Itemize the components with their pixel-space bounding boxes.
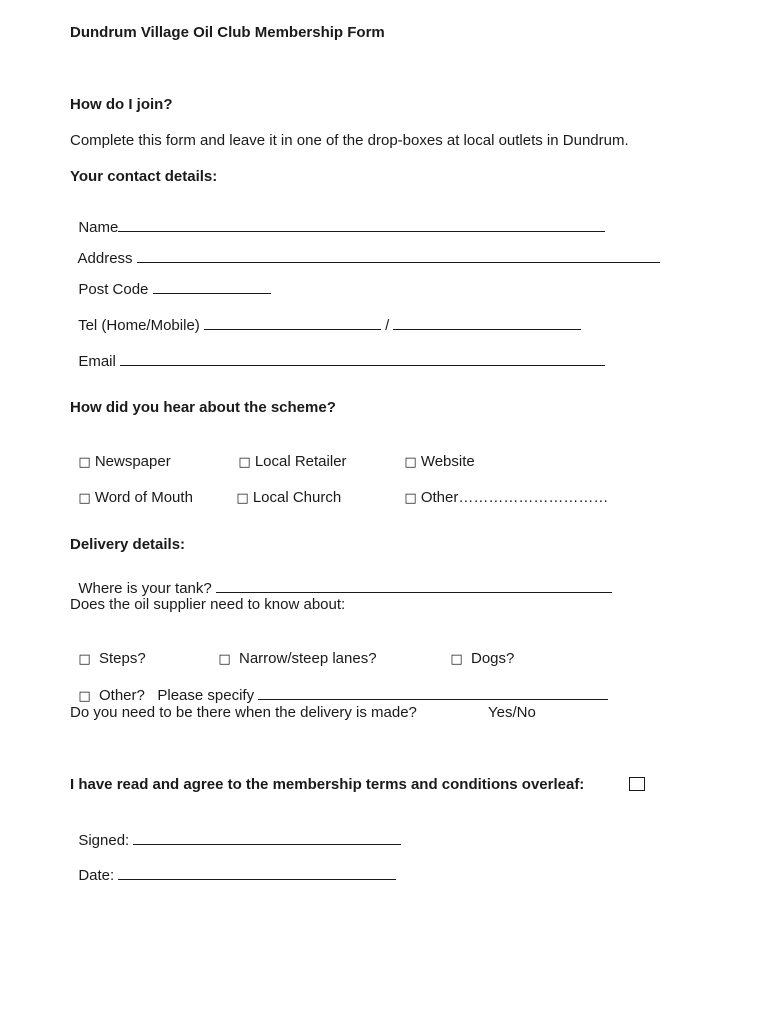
presence-answer[interactable]: Yes/No [488,704,536,721]
postcode-field[interactable] [153,280,271,294]
please-specify-label: Please specify [157,687,255,704]
hear-option-label: Website [420,453,475,470]
signed-label: Signed: [78,832,130,849]
hear-option-label: Local Church [252,489,342,506]
checkbox-icon[interactable]: □ [238,455,251,470]
delivery-heading: Delivery details: [70,536,186,553]
supplier-option-other-label: Other? [98,687,145,704]
supplier-option-label: Narrow/steep lanes? [238,650,377,667]
checkbox-icon[interactable]: □ [404,491,417,506]
tank-label: Where is your tank? [78,580,212,597]
hear-option-label: Other………………………… [420,489,609,506]
supplier-option-narrow-lanes[interactable] [210,632,377,669]
name-label: Name [78,219,119,236]
email-row [70,334,605,371]
other-specify-field[interactable] [258,686,608,700]
hear-option-local-retailer[interactable] [230,435,347,472]
tel-home-field[interactable] [204,316,381,330]
email-field[interactable] [120,352,605,366]
hear-heading: How did you hear about the scheme? [70,399,336,416]
supplier-option-label: Steps? [98,650,146,667]
checkbox-icon[interactable]: □ [218,652,231,667]
hear-option-label: Word of Mouth [94,489,193,506]
supplier-question: Does the oil supplier need to know about: [70,596,346,613]
name-field[interactable] [118,218,605,232]
hear-option-other[interactable] [396,471,608,508]
agree-checkbox[interactable] [629,777,645,791]
hear-option-website[interactable] [396,435,475,472]
supplier-option-label: Dogs? [470,650,515,667]
hear-option-label: Local Retailer [254,453,347,470]
date-row [70,848,396,885]
hear-option-word-of-mouth[interactable] [70,471,193,508]
checkbox-icon[interactable]: □ [404,455,417,470]
signed-row [70,813,401,850]
form-title: Dundrum Village Oil Club Membership Form [70,24,385,41]
address-label: Address [77,250,133,267]
supplier-option-dogs[interactable] [442,632,514,669]
date-label: Date: [78,867,115,884]
checkbox-icon[interactable]: □ [78,689,91,704]
checkbox-icon[interactable]: □ [78,652,91,667]
presence-question: Do you need to be there when the delivery is made? [70,704,417,721]
tel-separator: / [385,317,390,334]
email-label: Email [78,353,116,370]
checkbox-icon[interactable]: □ [78,491,91,506]
instructions-text: Complete this form and leave it in one of the drop-boxes at local outlets in Dundrum. [70,132,629,149]
hear-option-label: Newspaper [94,453,171,470]
signed-field[interactable] [133,831,401,845]
checkbox-icon[interactable]: □ [450,652,463,667]
hear-option-newspaper[interactable] [70,435,171,472]
contact-heading: Your contact details: [70,168,218,185]
address-field[interactable] [137,249,660,263]
tel-label: Tel (Home/Mobile) [78,317,200,334]
date-field[interactable] [118,866,396,880]
agree-text: I have read and agree to the membership terms and conditions overleaf: [70,776,585,793]
tank-field[interactable] [216,579,612,593]
tel-row [70,298,581,335]
checkbox-icon[interactable]: □ [78,455,91,470]
hear-option-local-church[interactable] [228,471,341,508]
how-join-heading: How do I join? [70,96,173,113]
postcode-row [70,262,271,299]
supplier-option-steps[interactable] [70,632,146,669]
postcode-label: Post Code [78,281,149,298]
supplier-option-other-row [70,668,608,706]
checkbox-icon[interactable]: □ [236,491,249,506]
tank-row [70,561,612,598]
tel-mobile-field[interactable] [393,316,581,330]
